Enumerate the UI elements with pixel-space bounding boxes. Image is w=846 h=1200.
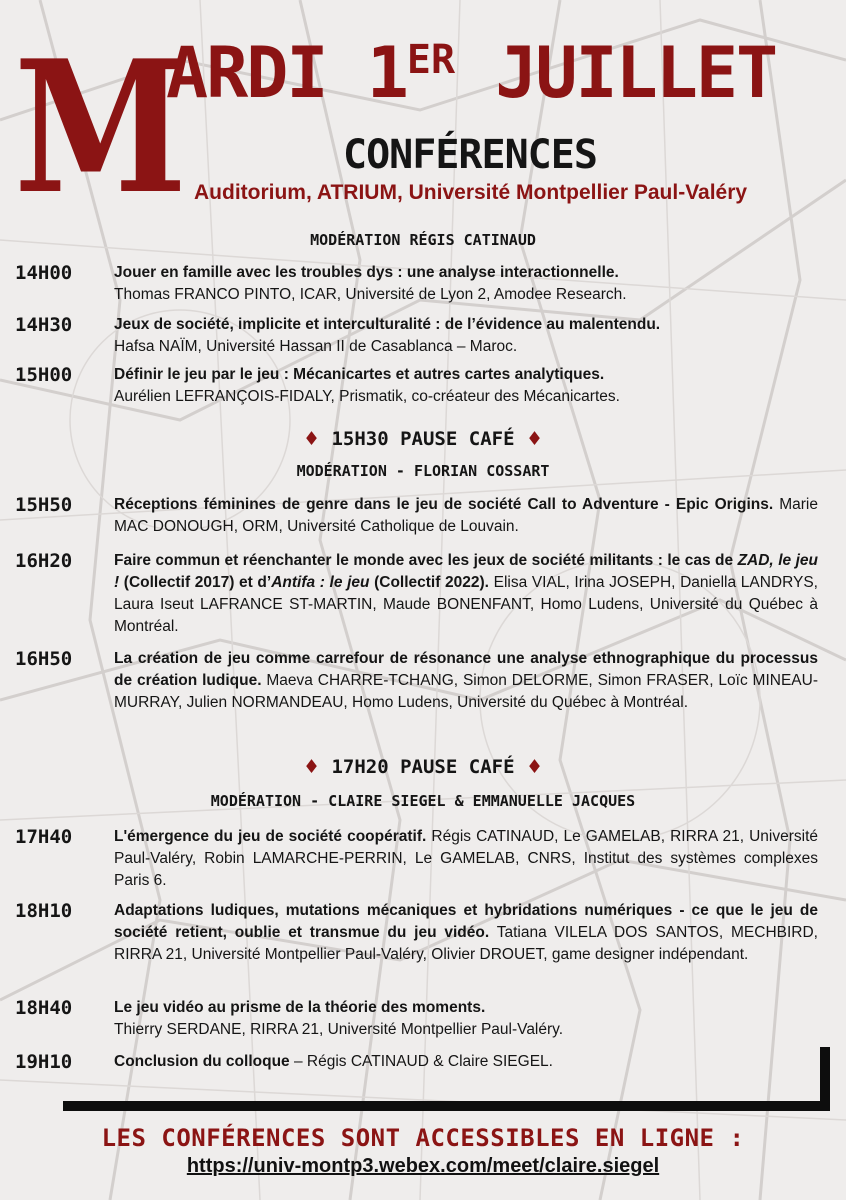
session-desc [114, 1051, 818, 1073]
session-authors: Thierry SERDANE, RIRRA 21, Université Montpellier Paul-Valéry. [114, 1021, 564, 1038]
frame-bar-horizontal [63, 1101, 830, 1111]
session-time: 17H40 [15, 826, 73, 848]
title-main: ARDI 1 [166, 32, 407, 114]
moderation-heading-1: MODÉRATION RÉGIS CATINAUD [310, 231, 536, 249]
session-time: 18H40 [15, 997, 73, 1019]
session-title: Conclusion du colloque [114, 1053, 290, 1070]
moderation-heading-2: MODÉRATION - FLORIAN COSSART [296, 462, 550, 480]
session-authors: Hafsa NAÏM, Université Hassan II de Casablanca – Maroc. [114, 338, 518, 355]
session-authors: – Régis CATINAUD & Claire SIEGEL. [293, 1053, 553, 1070]
session-time: 15H50 [15, 494, 73, 516]
session-desc [114, 997, 818, 1041]
session-desc [114, 314, 818, 358]
session-time: 16H20 [15, 550, 73, 572]
diamond-icon: ♦ [525, 756, 544, 778]
session-authors: Régis CATINAUD, Le GAMELAB, RIRRA 21, Université Paul-Valéry, Robin LAMARCHE-PERRIN, Le GAMELAB, CNRS, Institut des systèmes complexes Paris 6. [114, 828, 819, 889]
page-title [166, 32, 777, 114]
session-authors: Thomas FRANCO PINTO, ICAR, Université de Lyon 2, Amodee Research. [114, 286, 627, 303]
session-time: 19H10 [15, 1051, 73, 1073]
session-time: 16H50 [15, 648, 73, 670]
game-title: ZAD, le jeu ! [114, 552, 818, 591]
session-desc [114, 364, 818, 408]
session-title-part: Faire commun et réenchanter le monde avec les jeux de société militants : le cas de [114, 552, 738, 569]
session-title: Définir le jeu par le jeu : Mécanicartes et autres cartes analytiques. [114, 366, 605, 383]
diamond-icon: ♦ [302, 756, 321, 778]
session-time: 15H00 [15, 364, 73, 386]
moderation-heading-3: MODÉRATION - CLAIRE SIEGEL & EMMANUELLE JACQUES [210, 792, 636, 810]
session-desc [114, 900, 818, 966]
session-title: Jeux de société, implicite et interculturalité : de l’évidence au malentendu. [114, 316, 661, 333]
session-time: 14H00 [15, 262, 73, 284]
title-superscript: ER [406, 37, 456, 83]
session-time: 14H30 [15, 314, 73, 336]
session-authors: Tatiana VILELA DOS SANTOS, MECHBIRD, RIRRA 21, Université Montpellier Paul-Valéry, Olivier DROUET, game designer indépendant. [114, 924, 818, 963]
session-authors: Aurélien LEFRANÇOIS-FIDALY, Prismatik, co-créateur des Mécanicartes. [114, 388, 620, 405]
game-title: Antifa : le jeu [271, 574, 370, 591]
session-title: L'émergence du jeu de société coopératif. [114, 828, 427, 845]
coffee-break-1 [0, 428, 846, 450]
session-authors: Maeva CHARRE-TCHANG, Simon DELORME, Simon FRASER, Loïc MINEAU-MURRAY, Julien NORMANDEAU, Homo Ludens, Université du Québec à Montréal. [114, 672, 818, 711]
session-time: 18H10 [15, 900, 73, 922]
session-title-part: (Collectif 2022). [369, 574, 489, 591]
title-end: JUILLET [455, 32, 777, 114]
coffee-break-2 [0, 756, 846, 778]
session-desc [114, 494, 818, 538]
session-authors: Elisa VIAL, Irina JOSEPH, Daniella LANDRYS, Laura Iseut LAFRANCE ST-MARTIN, Maude BONENFANT, Homo Ludens, Université du Québec à Montréal. [114, 574, 818, 635]
session-title-part: (Collectif 2017) et d’ [119, 574, 272, 591]
page-subtitle: CONFÉRENCES [343, 132, 597, 178]
webex-link[interactable]: https://univ-montp3.webex.com/meet/claire.siegel [186, 1155, 660, 1177]
session-title: Réceptions féminines de genre dans le jeu de société Call to Adventure - Epic Origins. [114, 496, 774, 513]
venue: Auditorium, ATRIUM, Université Montpellier Paul-Valéry [194, 181, 748, 204]
session-title: Le jeu vidéo au prisme de la théorie des moments. [114, 999, 486, 1016]
title-initial: M [14, 20, 188, 234]
diamond-icon: ♦ [302, 428, 321, 450]
diamond-icon: ♦ [525, 428, 544, 450]
session-authors: Marie MAC DONOUGH, ORM, Université Catholique de Louvain. [114, 496, 818, 535]
session-desc [114, 550, 818, 638]
session-desc [114, 648, 818, 714]
coffee-break-label: 15H30 PAUSE CAFÉ [331, 428, 515, 450]
session-title: Adaptations ludiques, mutations mécaniques et hybridations numériques - ce que le jeu de société retient, oublie et transmue du jeu vidéo. [114, 902, 818, 941]
session-desc [114, 826, 818, 892]
coffee-break-label: 17H20 PAUSE CAFÉ [331, 756, 515, 778]
session-desc [114, 262, 818, 306]
online-notice: LES CONFÉRENCES SONT ACCESSIBLES EN LIGNE : [101, 1124, 745, 1152]
session-title: Jouer en famille avec les troubles dys : une analyse interactionnelle. [114, 264, 619, 281]
session-title: La création de jeu comme carrefour de résonance une analyse ethnographique du processus de création ludique. [114, 650, 818, 689]
